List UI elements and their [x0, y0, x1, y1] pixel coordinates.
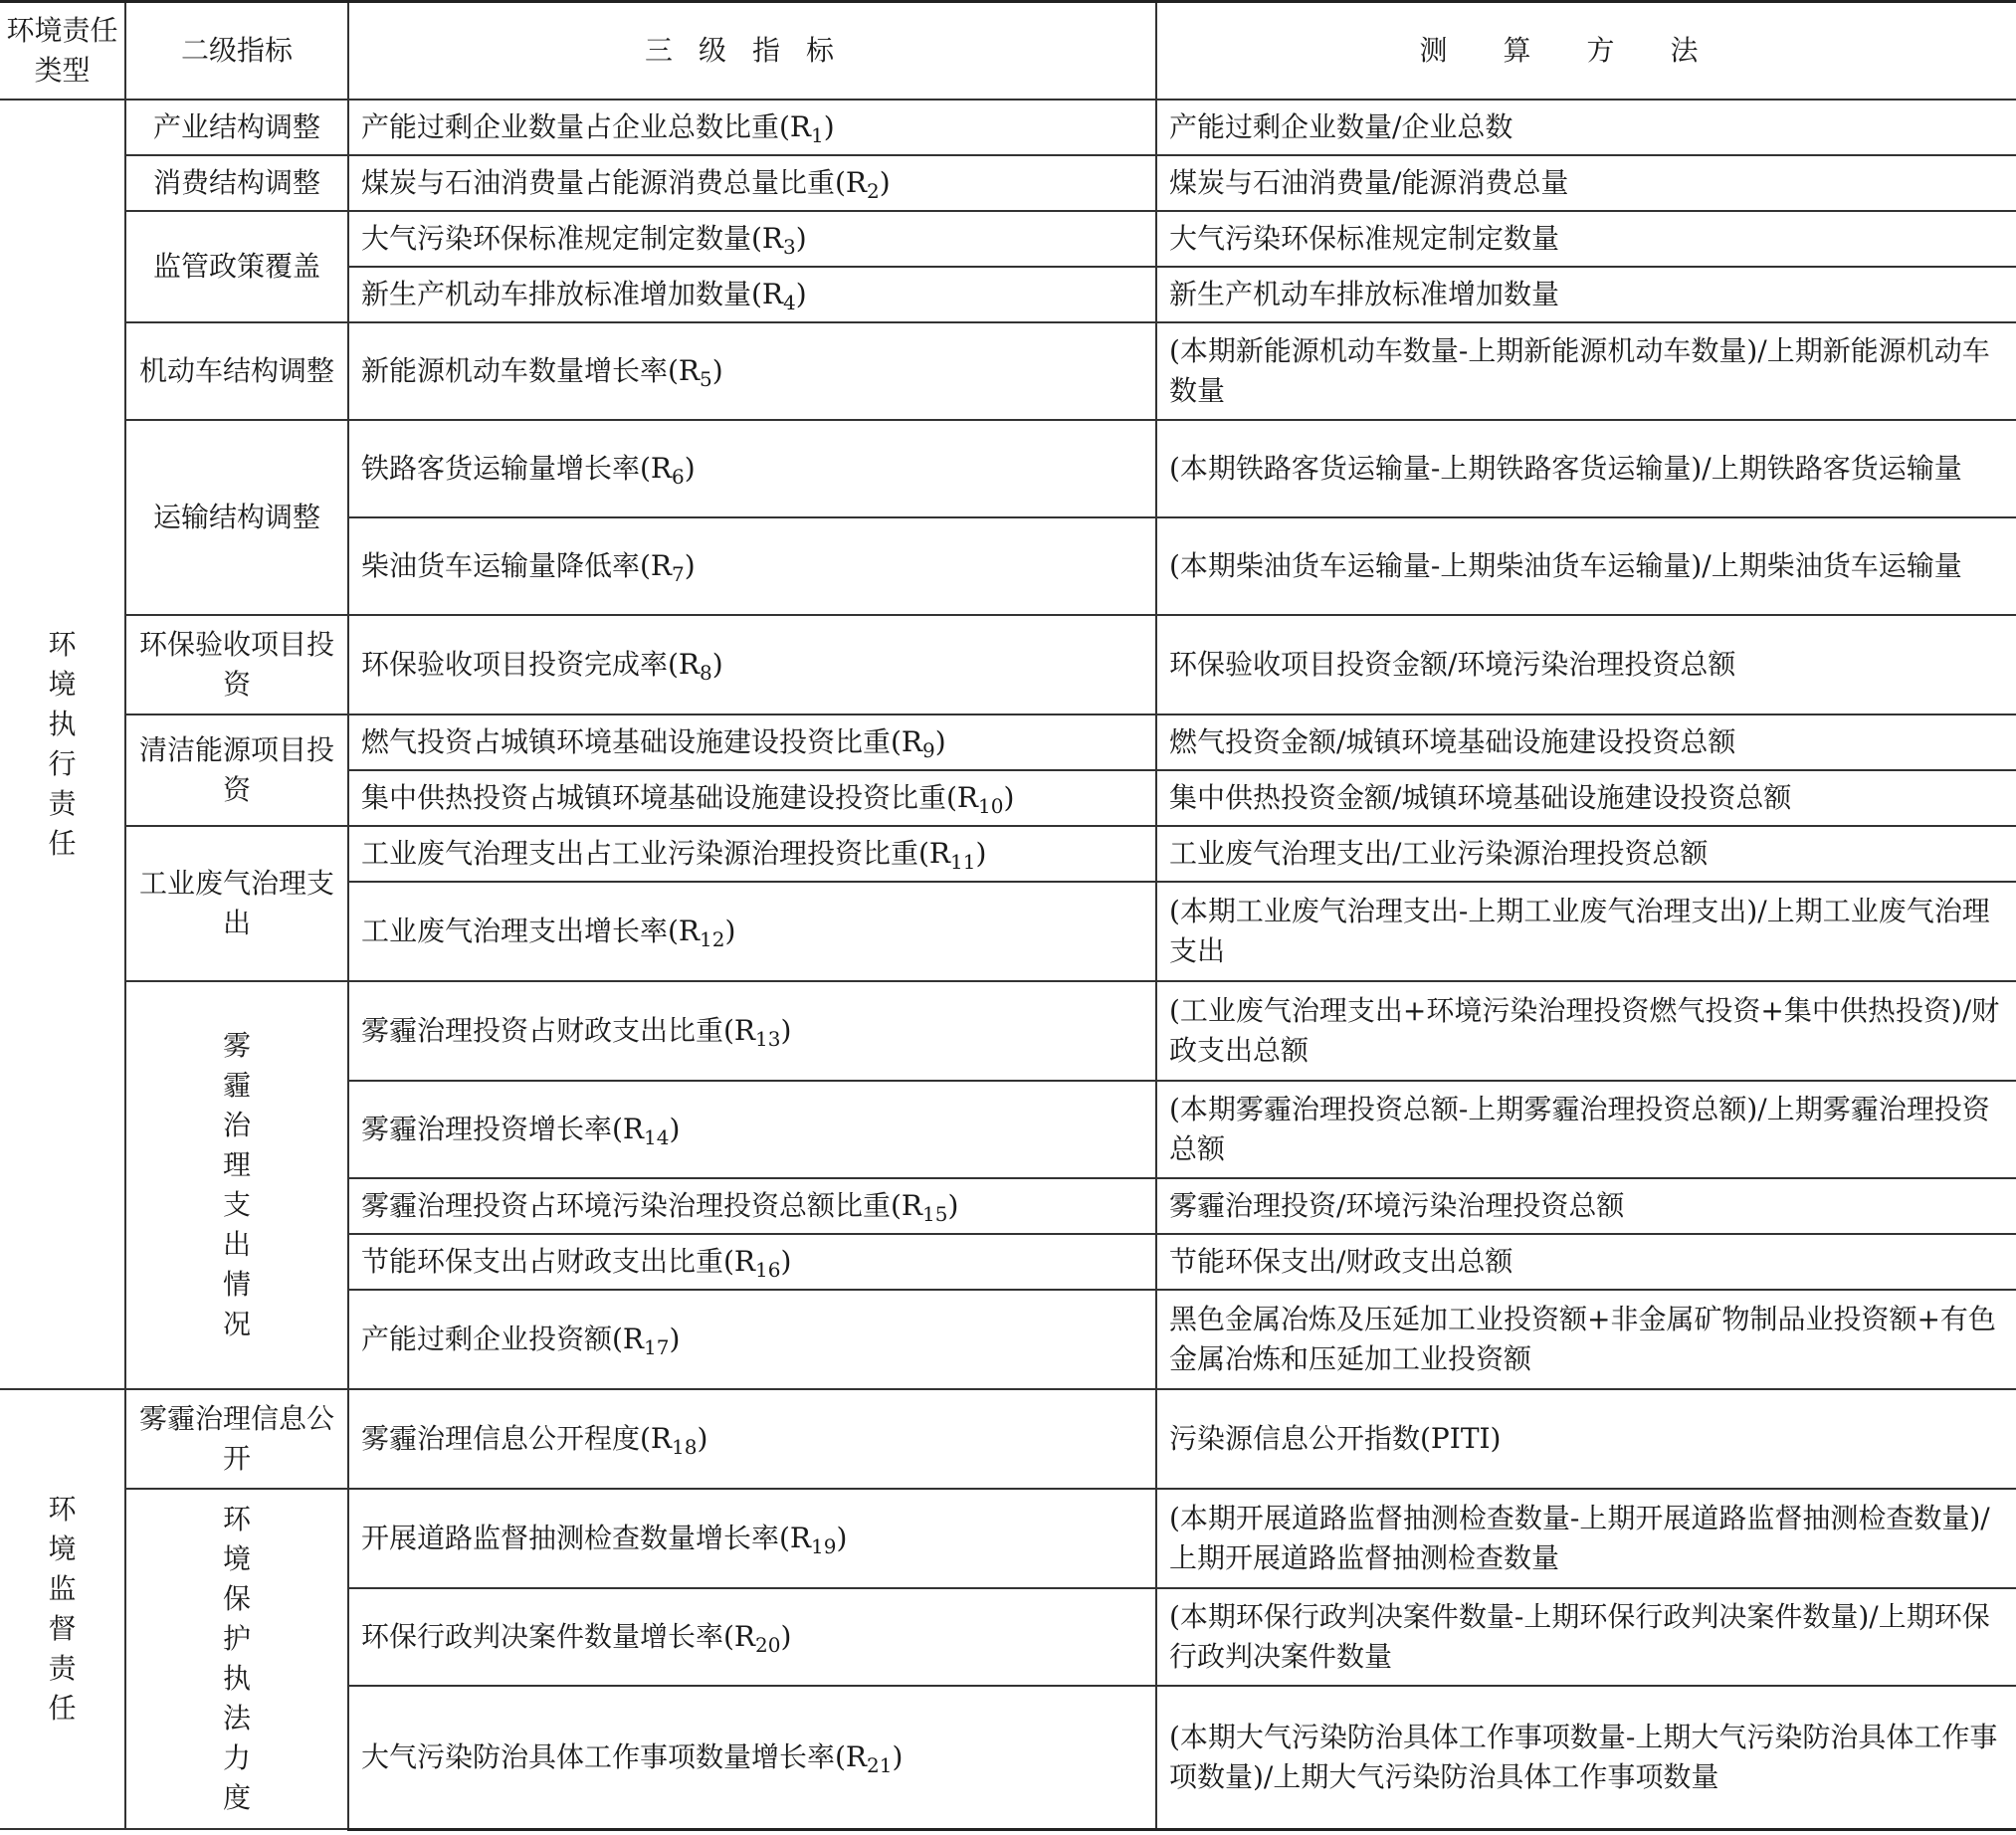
level2-cell: 机动车结构调整 [125, 322, 348, 420]
table-row [0, 714, 2016, 770]
level3-cell: 工业废气治理支出占工业污染源治理投资比重$(R_{11})$ [348, 826, 1156, 882]
level3-cell: 雾霾治理投资增长率$(R_{14})$ [348, 1081, 1156, 1178]
table-row [0, 826, 2016, 882]
method-cell: (本期环保行政判决案件数量-上期环保行政判决案件数量)/上期环保行政判决案件数量 [1156, 1588, 2016, 1686]
method-cell: 节能环保支出/财政支出总额 [1156, 1234, 2016, 1290]
level2-cell: 运输结构调整 [125, 420, 348, 615]
level2-cell: 监管政策覆盖 [125, 211, 348, 322]
method-cell: (本期工业废气治理支出-上期工业废气治理支出)/上期工业废气治理支出 [1156, 882, 2016, 981]
method-cell: 新生产机动车排放标准增加数量 [1156, 267, 2016, 322]
method-cell: (本期开展道路监督抽测检查数量-上期开展道路监督抽测检查数量)/上期开展道路监督抽测检查数量 [1156, 1489, 2016, 1588]
level3-cell: 环保行政判决案件数量增长率$(R_{20})$ [348, 1588, 1156, 1686]
level3-cell: 煤炭与石油消费量占能源消费总量比重$(R_2)$ [348, 155, 1156, 211]
level2-cell: 雾 霾 治 理 支 出 情 况 [125, 981, 348, 1389]
table-row [0, 155, 2016, 211]
table-row [0, 1489, 2016, 1588]
header-type: 环境责任类型 [0, 2, 125, 101]
level3-cell: 燃气投资占城镇环境基础设施建设投资比重$(R_9)$ [348, 714, 1156, 770]
level3-cell: 产能过剩企业数量占企业总数比重$(R_1)$ [348, 100, 1156, 155]
table-row [0, 100, 2016, 155]
level2-cell: 工业废气治理支出 [125, 826, 348, 981]
level2-cell: 环 境 保 护 执 法 力 度 [125, 1489, 348, 1829]
method-cell: (本期雾霾治理投资总额-上期雾霾治理投资总额)/上期雾霾治理投资总额 [1156, 1081, 2016, 1178]
method-cell: 黑色金属冶炼及压延加工业投资额+非金属矿物制品业投资额+有色金属冶炼和压延加工业投资额 [1156, 1290, 2016, 1389]
table-row [0, 211, 2016, 267]
method-cell: 产能过剩企业数量/企业总数 [1156, 100, 2016, 155]
level3-cell: 新能源机动车数量增长率$(R_5)$ [348, 322, 1156, 420]
level2-cell: 消费结构调整 [125, 155, 348, 211]
level3-cell: 集中供热投资占城镇环境基础设施建设投资比重$(R_{10})$ [348, 770, 1156, 826]
method-cell: (本期柴油货车运输量-上期柴油货车运输量)/上期柴油货车运输量 [1156, 517, 2016, 615]
level3-cell: 新生产机动车排放标准增加数量$(R_4)$ [348, 267, 1156, 322]
table-row [0, 1389, 2016, 1489]
type-cell-execution: 环 境 执 行 责 任 [0, 100, 125, 1389]
level3-cell: 产能过剩企业投资额$(R_{17})$ [348, 1290, 1156, 1389]
method-cell: 燃气投资金额/城镇环境基础设施建设投资总额 [1156, 714, 2016, 770]
level3-cell: 工业废气治理支出增长率$(R_{12})$ [348, 882, 1156, 981]
table-row [0, 615, 2016, 714]
table-row [0, 322, 2016, 420]
method-cell: (本期铁路客货运输量-上期铁路客货运输量)/上期铁路客货运输量 [1156, 420, 2016, 517]
header-level2: 二级指标 [125, 2, 348, 101]
level2-cell: 雾霾治理信息公开 [125, 1389, 348, 1489]
level3-cell: 开展道路监督抽测检查数量增长率$(R_{19})$ [348, 1489, 1156, 1588]
method-cell: 大气污染环保标准规定制定数量 [1156, 211, 2016, 267]
header-row [0, 2, 2016, 101]
method-cell: 集中供热投资金额/城镇环境基础设施建设投资总额 [1156, 770, 2016, 826]
method-cell: 煤炭与石油消费量/能源消费总量 [1156, 155, 2016, 211]
level3-cell: 大气污染防治具体工作事项数量增长率$(R_{21})$ [348, 1686, 1156, 1829]
header-method: 测算方法 [1156, 2, 2016, 101]
method-cell: 环保验收项目投资金额/环境污染治理投资总额 [1156, 615, 2016, 714]
level3-cell: 雾霾治理投资占环境污染治理投资总额比重$(R_{15})$ [348, 1178, 1156, 1234]
table-row [0, 420, 2016, 517]
type-cell-supervision: 环 境 监 督 责 任 [0, 1389, 125, 1829]
level3-cell: 雾霾治理信息公开程度$(R_{18})$ [348, 1389, 1156, 1489]
level2-cell: 产业结构调整 [125, 100, 348, 155]
header-level3: 三级指标 [348, 2, 1156, 101]
method-cell: (工业废气治理支出+环境污染治理投资燃气投资+集中供热投资)/财政支出总额 [1156, 981, 2016, 1081]
level3-cell: 铁路客货运输量增长率$(R_6)$ [348, 420, 1156, 517]
method-cell: 污染源信息公开指数(PITI) [1156, 1389, 2016, 1489]
level2-cell: 环保验收项目投资 [125, 615, 348, 714]
method-cell: (本期大气污染防治具体工作事项数量-上期大气污染防治具体工作事项数量)/上期大气污染防治具体工作事项数量 [1156, 1686, 2016, 1829]
method-cell: (本期新能源机动车数量-上期新能源机动车数量)/上期新能源机动车数量 [1156, 322, 2016, 420]
method-cell: 雾霾治理投资/环境污染治理投资总额 [1156, 1178, 2016, 1234]
level3-cell: 柴油货车运输量降低率$(R_7)$ [348, 517, 1156, 615]
level3-cell: 节能环保支出占财政支出比重$(R_{16})$ [348, 1234, 1156, 1290]
table-row [0, 981, 2016, 1081]
level3-cell: 大气污染环保标准规定制定数量$(R_3)$ [348, 211, 1156, 267]
level3-cell: 环保验收项目投资完成率$(R_8)$ [348, 615, 1156, 714]
level3-cell: 雾霾治理投资占财政支出比重$(R_{13})$ [348, 981, 1156, 1081]
level2-cell: 清洁能源项目投资 [125, 714, 348, 826]
method-cell: 工业废气治理支出/工业污染源治理投资总额 [1156, 826, 2016, 882]
